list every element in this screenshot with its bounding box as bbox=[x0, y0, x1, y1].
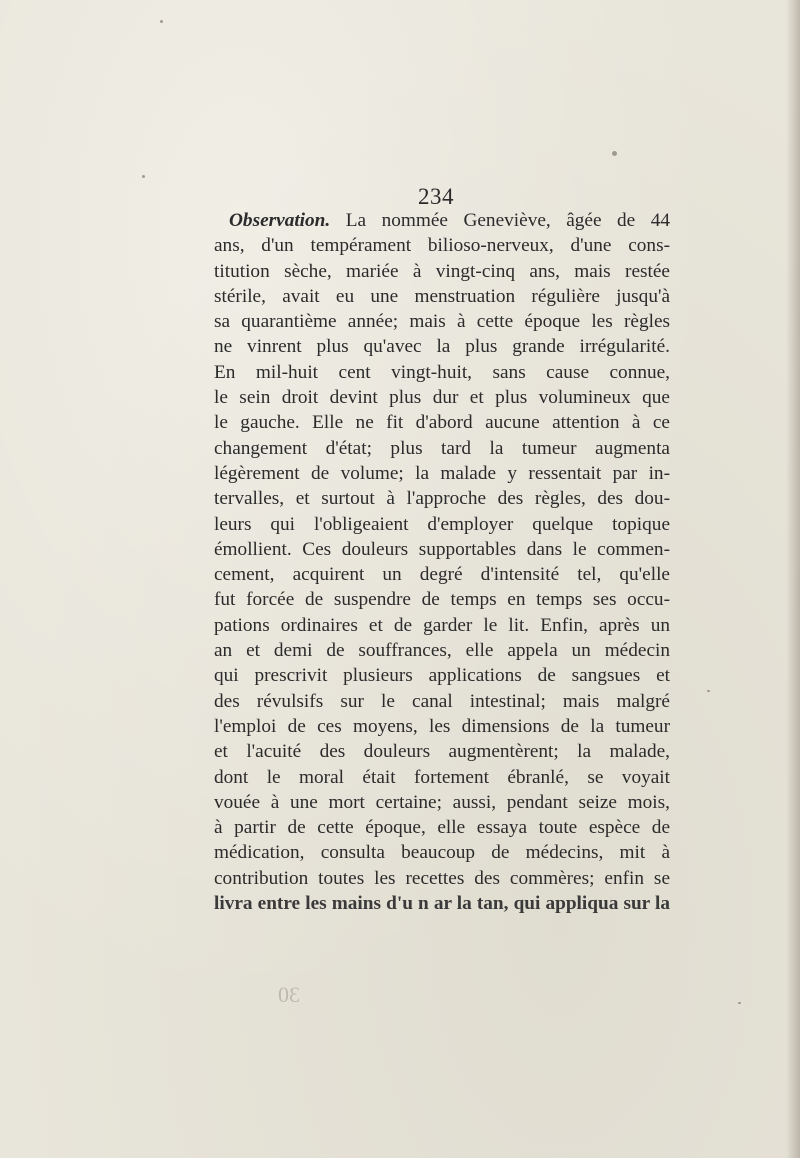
first-line-text: La nommée Geneviève, âgée de 44 bbox=[345, 210, 670, 231]
text-line: leurs qui l'obligeaient d'employer quelque topique bbox=[214, 513, 670, 535]
text-line: cement, acquirent un degré d'intensité tel, qu'elle bbox=[214, 564, 670, 586]
text-line: pations ordinaires et de garder le lit. Enfin, après un bbox=[214, 614, 670, 636]
text-line: vouée à une mort certaine; aussi, pendant seize mois, bbox=[214, 791, 670, 813]
text-line: stérile, avait eu une menstruation régulière jusqu'à bbox=[214, 285, 670, 307]
paper-speck bbox=[738, 1002, 741, 1004]
text-line: médication, consulta beaucoup de médecins, mit à bbox=[214, 842, 670, 864]
text-line: tervalles, et surtout à l'approche des règles, des dou- bbox=[214, 488, 670, 510]
text-line: En mil-huit cent vingt-huit, sans cause connue, bbox=[214, 361, 670, 383]
paper-speck bbox=[160, 20, 163, 23]
text-line: dont le moral était fortement ébranlé, se voyait bbox=[214, 766, 670, 788]
text-line: qui prescrivit plusieurs applications de sangsues et bbox=[214, 665, 670, 687]
text-line: titution sèche, mariée à vingt-cinq ans, mais restée bbox=[214, 260, 670, 282]
text-line: le sein droit devint plus dur et plus volumineux que bbox=[214, 387, 670, 409]
text-line: livra entre les mains d'u n ar la tan, qui appliqua sur la bbox=[214, 893, 670, 915]
text-line: à partir de cette époque, elle essaya toute espèce de bbox=[214, 817, 670, 839]
body-text bbox=[214, 208, 670, 916]
text-line: légèrement de volume; la malade y ressentait par in- bbox=[214, 462, 670, 484]
text-line: le gauche. Elle ne fit d'abord aucune attention à ce bbox=[214, 412, 670, 434]
paper-speck bbox=[707, 690, 710, 692]
paper-speck bbox=[142, 175, 145, 178]
section-heading: Observation. bbox=[229, 210, 331, 231]
text-line: ne vinrent plus qu'avec la plus grande irrégularité. bbox=[214, 336, 670, 358]
show-through-numeral: 30 bbox=[278, 982, 300, 1007]
text-line: émollient. Ces douleurs supportables dans le commen- bbox=[214, 538, 670, 560]
text-line: changement d'état; plus tard la tumeur augmenta bbox=[214, 437, 670, 459]
text-line: des révulsifs sur le canal intestinal; mais malgré bbox=[214, 690, 670, 712]
text-line: l'emploi de ces moyens, les dimensions de la tumeur bbox=[214, 715, 670, 737]
text-line: contribution toutes les recettes des commères; enfin se bbox=[214, 867, 670, 889]
text-line: sa quarantième année; mais à cette époque les règles bbox=[214, 311, 670, 333]
paper-speck bbox=[612, 151, 617, 156]
page-number: 234 bbox=[418, 184, 454, 209]
text-line bbox=[214, 208, 670, 233]
text-line: ans, d'un tempérament bilioso-nerveux, d'une cons- bbox=[214, 235, 670, 257]
text-line: et l'acuité des douleurs augmentèrent; la malade, bbox=[214, 741, 670, 763]
page-edge-shadow bbox=[786, 0, 800, 1158]
text-line: an et demi de souffrances, elle appela un médecin bbox=[214, 640, 670, 662]
text-line: fut forcée de suspendre de temps en temps ses occu- bbox=[214, 589, 670, 611]
